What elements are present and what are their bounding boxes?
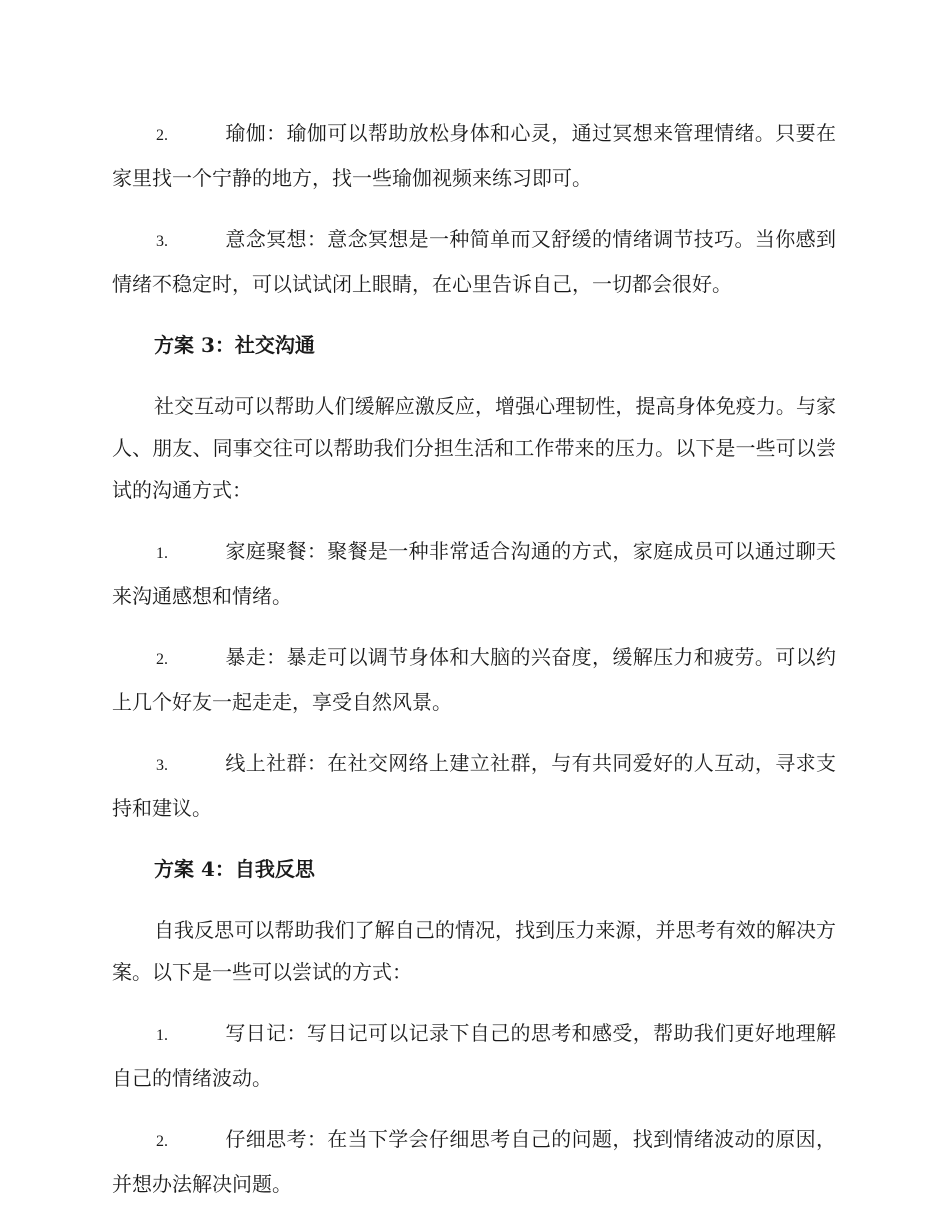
list-number: 1. [156, 545, 168, 562]
list-item-text: 家庭聚餐：聚餐是一种非常适合沟通的方式，家庭成员可以通过聊天来沟通感想和情绪。 [112, 539, 836, 608]
list-item-meditation [112, 218, 836, 305]
list-item-text: 写日记：写日记可以记录下自己的思考和感受，帮助我们更好地理解自己的情绪波动。 [112, 1021, 836, 1090]
list-item-online-community [112, 742, 836, 829]
list-number: 2. [156, 651, 168, 668]
list-item-yoga [112, 112, 836, 199]
list-item-careful-thinking [112, 1118, 836, 1205]
list-item-text: 仔细思考：在当下学会仔细思考自己的问题，找到情绪波动的原因，并想办法解决问题。 [112, 1127, 836, 1196]
list-number: 2. [156, 1133, 168, 1150]
list-number: 3. [156, 757, 168, 774]
list-item-diary [112, 1012, 836, 1099]
list-item-text: 瑜伽：瑜伽可以帮助放松身体和心灵，通过冥想来管理情绪。只要在家里找一个宁静的地方，找一些瑜伽视频来练习即可。 [112, 121, 836, 190]
list-item-walking [112, 636, 836, 723]
list-number: 1. [156, 1027, 168, 1044]
list-item-text: 暴走：暴走可以调节身体和大脑的兴奋度，缓解压力和疲劳。可以约上几个好友一起走走，享受自然风景。 [112, 645, 836, 714]
list-item-text: 意念冥想：意念冥想是一种简单而又舒缓的情绪调节技巧。当你感到情绪不稳定时，可以试试闭上眼睛，在心里告诉自己，一切都会很好。 [112, 227, 836, 296]
list-number: 3. [156, 233, 168, 250]
list-item-text: 线上社群：在社交网络上建立社群，与有共同爱好的人互动，寻求支持和建议。 [112, 751, 836, 820]
section-heading-plan-4: 方案 4：自我反思 [154, 857, 315, 881]
section-heading-plan-3: 方案 3：社交沟通 [154, 333, 315, 357]
list-item-family-dinner [112, 530, 836, 617]
paragraph-reflection-intro: 自我反思可以帮助我们了解自己的情况，找到压力来源，并思考有效的解决方案。以下是一些可以尝试的方式： [112, 918, 836, 984]
list-number: 2. [156, 127, 168, 144]
paragraph-social-intro: 社交互动可以帮助人们缓解应激反应，增强心理韧性，提高身体免疫力。与家人、朋友、同事交往可以帮助我们分担生活和工作带来的压力。以下是一些可以尝试的沟通方式： [112, 394, 836, 502]
